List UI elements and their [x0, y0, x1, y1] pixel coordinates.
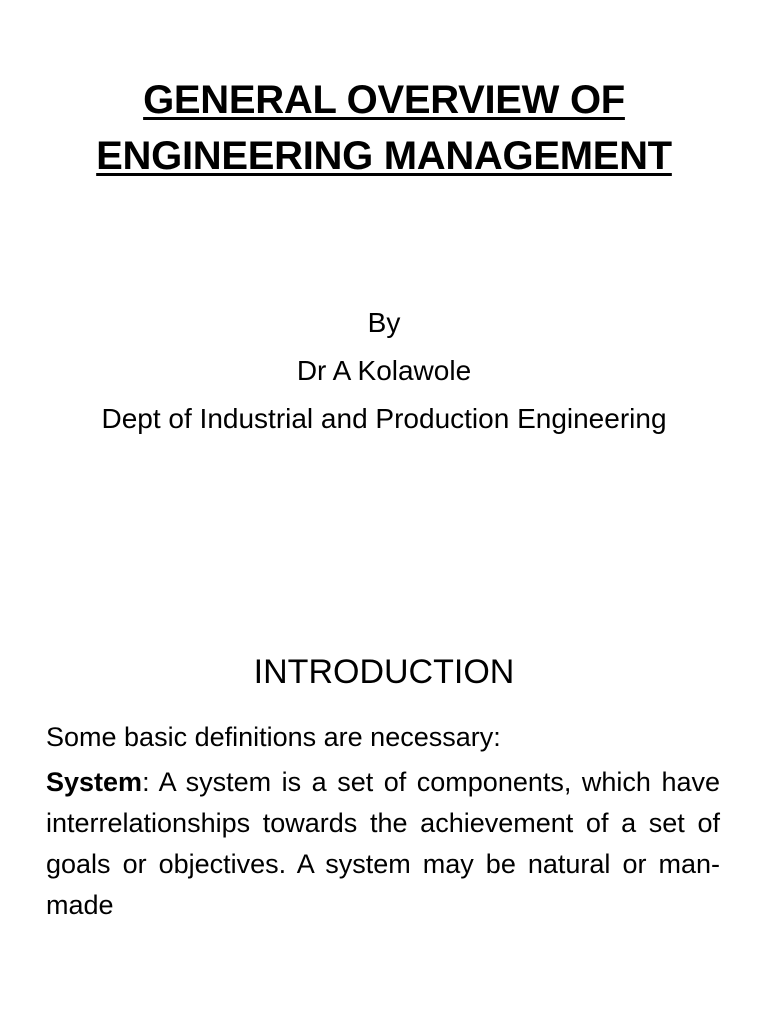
- definition-separator: :: [142, 767, 159, 797]
- by-label: By: [367, 307, 401, 338]
- definition-paragraph: [46, 762, 720, 926]
- definition-text: A system is a set of components, which have interrelationships towards the achievement of a set of goals or objectives. A system may be natural or man- made: [46, 767, 720, 920]
- author-department: Dept of Industrial and Production Engineering: [101, 403, 667, 434]
- title-line-1: GENERAL OVERVIEW OF: [143, 78, 625, 122]
- author-name: Dr A Kolawole: [296, 355, 472, 386]
- definition-term: System: [46, 767, 143, 797]
- title-line-2: ENGINEERING MANAGEMENT: [96, 134, 672, 178]
- document-title: [0, 72, 768, 184]
- section-body: [46, 716, 720, 926]
- author-block: [0, 299, 768, 443]
- section-heading: INTRODUCTION: [253, 653, 515, 691]
- intro-text: Some basic definitions are necessary:: [46, 722, 501, 752]
